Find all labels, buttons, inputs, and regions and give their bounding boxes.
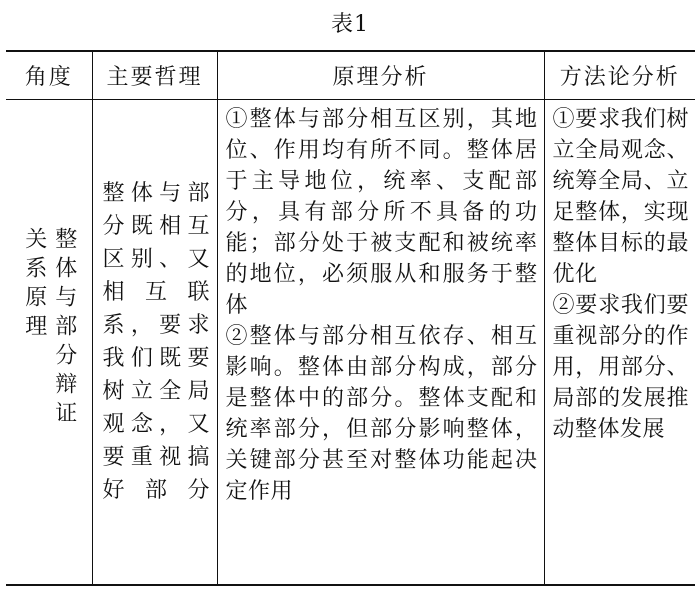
header-angle: 角度 (6, 51, 92, 100)
philosophy-text: 整体与部分既相互区别、又相互联系，要求我们既要树立全局观念，又要重视搞好部分 (102, 181, 211, 503)
table-header-row (6, 51, 695, 100)
cell-main-philosophy (92, 100, 217, 586)
comparison-table (6, 50, 695, 586)
cell-principle-analysis (217, 100, 544, 586)
angle-text: 整体与部分辩证关系原理 (21, 227, 77, 430)
header-methodology-analysis: 方法论分析 (544, 51, 695, 100)
header-principle-analysis: 原理分析 (217, 51, 544, 100)
principle-point-1: ①整体与部分相互区别，其地位、作用均有所不同。整体居于主导地位，统率、支配部分，具有部分所不具备的功能；部分处于被支配和被统率的地位，必须服从和服务于整体 (225, 107, 538, 318)
methodology-point-1: ①要求我们树立全局观念、统筹全局、立足整体，实现整体目标的最优化 (552, 107, 689, 287)
principle-point-2: ②整体与部分相互依存、相互影响。整体由部分构成，部分是整体中的部分。整体支配和统率部分，但部分影响整体，关键部分甚至对整体功能起决定作用 (225, 324, 538, 504)
table-row (6, 100, 695, 586)
header-main-philosophy: 主要哲理 (92, 51, 217, 100)
cell-methodology-analysis (544, 100, 695, 586)
cell-angle (6, 100, 92, 586)
methodology-point-2: ②要求我们要重视部分的作用，用部分、局部的发展推动整体发展 (552, 293, 689, 442)
table-caption: 表1 (331, 12, 369, 37)
